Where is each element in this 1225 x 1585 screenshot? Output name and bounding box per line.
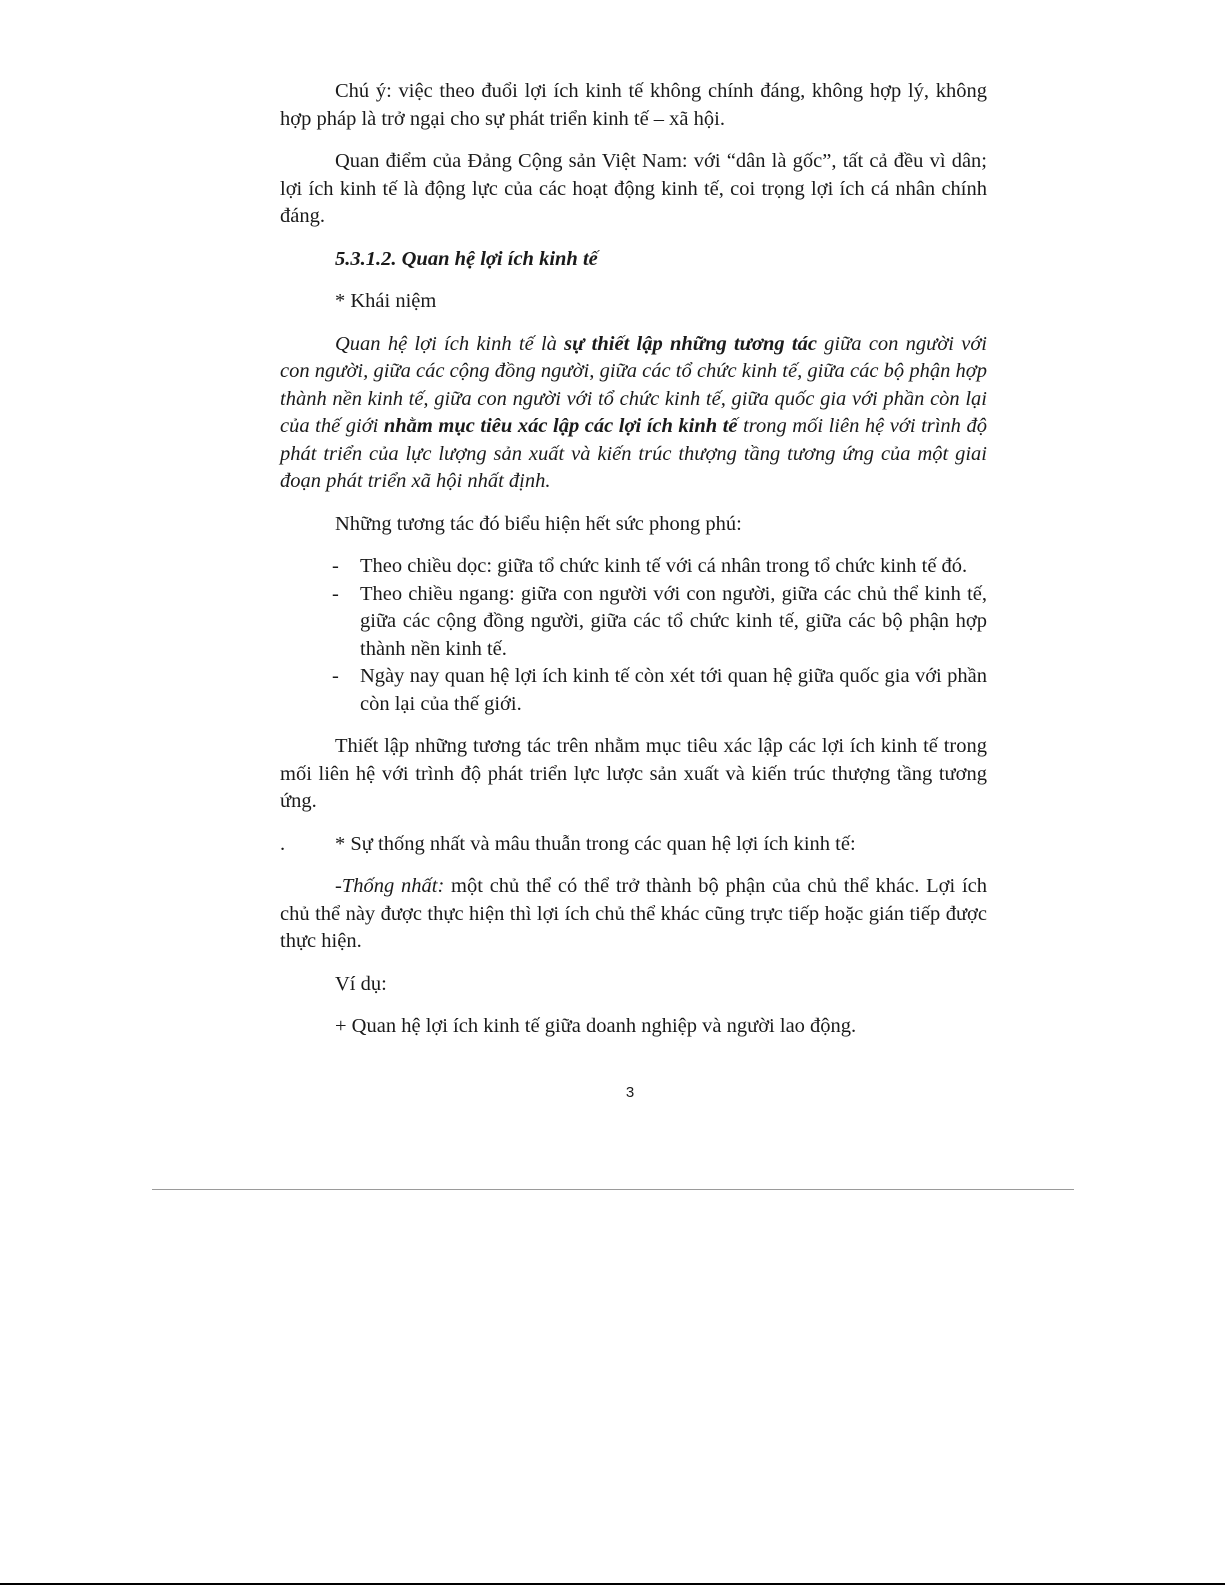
list-item-text: Ngày nay quan hệ lợi ích kinh tế còn xét tới quan hệ giữa quốc gia với phần còn lại của thế giới.	[360, 665, 987, 715]
definition-emphasis-1: sự thiết lập những tương tác	[564, 332, 817, 355]
stray-dot: .	[280, 832, 286, 855]
page-number: 3	[625, 1084, 635, 1101]
list-item	[280, 663, 987, 718]
list-item	[280, 581, 987, 664]
dash-bullet: -	[332, 582, 339, 605]
party-viewpoint-paragraph: Quan điểm của Đảng Cộng sản Việt Nam: với “dân là gốc”, tất cả đều vì dân; lợi ích kinh tế là động lực của các hoạt động kinh tế, coi trọng lợi ích cá nhân chính đáng.	[280, 150, 987, 227]
definition-part-3: trong mối liên hệ với trình độ phát triển của lực lượng sản xuất và kiến trúc thượng tầng tương ứng của một giai đoạn phát triển xã hội nhất định.	[280, 415, 987, 492]
unity-paragraph	[280, 873, 987, 956]
establish-paragraph: Thiết lập những tương tác trên nhằm mục tiêu xác lập các lợi ích kinh tế trong mối liên hệ với trình độ phát triển lực lược sản xuất và kiến trúc thượng tầng tương ứng.	[280, 735, 987, 812]
unity-heading: * Sự thống nhất và mâu thuẫn trong các quan hệ lợi ích kinh tế:	[335, 832, 856, 855]
list-item-text: Theo chiều dọc: giữa tổ chức kinh tế với cá nhân trong tổ chức kinh tế đó.	[360, 555, 968, 577]
interaction-list	[280, 553, 987, 718]
page-content	[280, 78, 987, 1056]
note-paragraph: Chú ý: việc theo đuổi lợi ích kinh tế không chính đáng, không hợp lý, không hợp pháp là trở ngại cho sự phát triển kinh tế – xã hội.	[280, 80, 987, 130]
example-label: Ví dụ:	[335, 972, 387, 995]
definition-part-1: Quan hệ lợi ích kinh tế là	[335, 332, 565, 355]
example-item: + Quan hệ lợi ích kinh tế giữa doanh nghiệp và người lao động.	[335, 1015, 857, 1037]
definition-part-2: giữa con người với con người, giữa các cộng đồng người, giữa các tổ chức kinh tế, giữa các bộ phận hợp thành nền kinh tế, giữa con người với tổ chức kinh tế, giữa quốc gia với phần còn lại của thế giới	[280, 332, 987, 437]
list-item	[280, 553, 987, 581]
list-item-text: Theo chiều ngang: giữa con người với con người, giữa các chủ thể kinh tế, giữa các cộng đồng người, giữa các tổ chức kinh tế, giữa các bộ phận hợp thành nền kinh tế.	[360, 582, 987, 660]
page-divider	[152, 1189, 1074, 1190]
section-heading: 5.3.1.2. Quan hệ lợi ích kinh tế	[335, 247, 598, 270]
dash-bullet: -	[332, 665, 339, 687]
dash-bullet: -	[332, 555, 339, 577]
unity-heading-line	[280, 831, 987, 859]
definition-paragraph	[280, 331, 987, 496]
concept-label: * Khái niệm	[335, 290, 437, 312]
definition-emphasis-2: nhằm mục tiêu xác lập các lợi ích kinh tế	[383, 415, 738, 437]
interactions-intro: Những tương tác đó biểu hiện hết sức phong phú:	[335, 512, 742, 535]
unity-text: một chủ thể có thể trở thành bộ phận của chủ thể khác. Lợi ích chủ thể này được thực hiện thì lợi ích chủ thể khác cũng trực tiếp hoặc gián tiếp được thực hiện.	[280, 875, 988, 952]
unity-label: -Thống nhất:	[335, 875, 445, 897]
